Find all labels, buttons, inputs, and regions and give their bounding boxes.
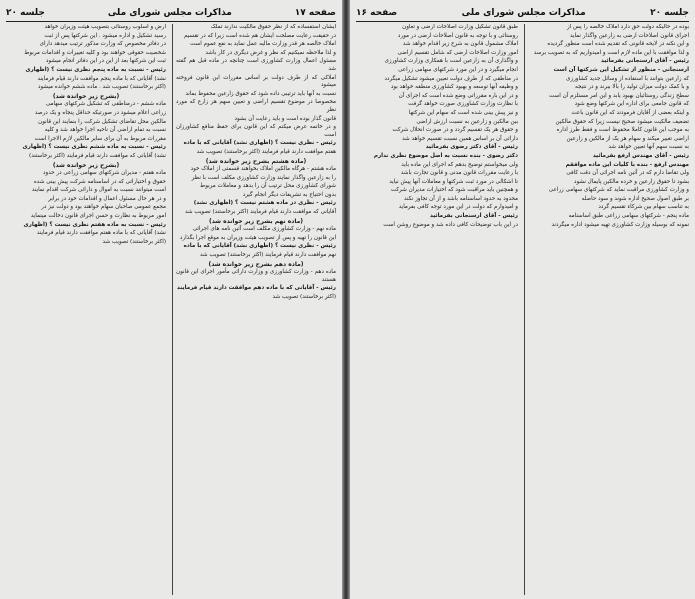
text-line: روستائی و با توجه به قانون اصلاحات ارضی در مورد	[397, 32, 518, 39]
speaker-line: رئیس - نسبت به ماده هفتم نظری نیست ؟ (اظهاری	[23, 221, 166, 228]
speaker-line: رئیس - آقای ارسنجانی بفرمائید	[600, 58, 689, 65]
text-line: شخصیت حقوقی خواهند بود و کلیه تغییرات و اقدامات مربوط	[24, 49, 166, 56]
text-line: و لذا موافقت با این ماده لازم است و امیدواریم که به تصویب برسد	[533, 49, 689, 56]
left-page	[0, 0, 342, 599]
text-line: ولی تقاضا دارم که در آئین نامه اجرائی آن دقت کافی	[566, 170, 689, 177]
text-line: بین مالکین و زارعین به نسبت ارزش اراضی	[416, 118, 518, 125]
column-divider	[172, 24, 173, 595]
section-heading: (ماده هشتم بشرح زیر خوانده شد)	[205, 157, 307, 165]
text-line: اراضی تغییر میکند و سهام هر یک از مالکین و زارعین	[566, 135, 689, 142]
text-line: ماده ششم - درمناطقی که تشکیل شرکتهای سهامی	[45, 101, 166, 108]
section-heading: (بشرح زیر خوانده شد)	[52, 161, 120, 169]
text-line: شورای کشاورزی محل ترتیب آن را بدهد و معاملات مربوط	[200, 183, 336, 190]
text-line: و حقوق هر یک تقسیم گردد و در صورت انحلال شرکت	[392, 127, 518, 134]
text-line: (اکثر برخاستند) تصویب شد	[102, 238, 166, 245]
speaker-line: ارسنجانی - منظور از تشکیل این شرکتها آن است	[553, 66, 689, 73]
page-number: صفحه ۱۶	[356, 8, 398, 18]
page-number: صفحه ۱۷	[294, 8, 336, 18]
journal-title: مذاکرات مجلس شورای ملی	[461, 8, 586, 18]
header-rule	[6, 21, 336, 22]
text-line: بدون احتیاج به تشریفات دیگر انجام گیرد	[242, 191, 336, 198]
session-number: جلسه ۲۰	[650, 8, 689, 18]
text-line: ماده هفتم - مدیران شرکتهای سهامی زراعی در حدود	[43, 170, 166, 177]
text-line: نسبت به تمام اراضی آن ناحیه اجرا خواهد شد و کلیه	[44, 127, 166, 134]
text-line: هفتم موافقت دارند قیام فرمایند (اکثر برخاستند) تصویب شد	[196, 148, 336, 155]
speaker-line: رئیس - آقایانی که با ماده دهم موافقت دارند قیام فرمایند	[177, 285, 336, 292]
journal-title: مذاکرات مجلس شورای ملی	[107, 8, 232, 18]
text-column-left	[356, 24, 518, 595]
text-line: سطح زندگی روستائیان بهبود یابد و این امر مستلزم آن است	[549, 92, 689, 99]
book-gutter	[342, 0, 350, 599]
page-header-left	[6, 6, 336, 20]
text-line: به نسبت سهم آنها تعیین خواهد شد	[608, 144, 689, 151]
text-line: و در هر حال مسئول اعمال و اقدامات خود در برابر	[48, 195, 166, 202]
text-line: در دفاتر مخصوص که وزارت مذکور ترتیب میدهد دارای	[39, 41, 166, 48]
text-line: بشود تا حقوق زارعین و خرده مالکین پایمال نشود	[573, 178, 689, 185]
text-line: بر طبق اصول صحیح اداره شوند و سود حاصله	[581, 195, 689, 202]
text-line: بوده در حالیکه دولت حق دارد املاک خالصه را پس از	[566, 24, 689, 30]
text-line: در مناطقی که از طرف دولت تعیین میشود تشکیل میگردد	[384, 75, 518, 82]
text-line: که زارعین بتوانند با استفاده از وسائل جدید کشاورزی	[565, 75, 689, 82]
text-line: ولی میخواستم توضیح بدهم که اجرای این ماده باید	[401, 161, 518, 168]
text-line: مالکین محل تقاضای تشکیل شرکت را بنمایند این قانون	[38, 118, 166, 125]
text-line: با رعایت مقررات قانون مدنی و قانون تجارت باشد	[400, 170, 518, 177]
text-line: املاک خالصه هر قدر وزارت مالیه عمل نماید به نفع عموم است	[190, 41, 336, 48]
text-line: نشد) آقایانی که با ماده هفتم موافقت دارند قیام فرمایند	[36, 230, 166, 237]
text-line: و با کمک دولت میزان تولید را بالا ببرند و در نتیجه	[575, 84, 689, 91]
text-line: محدود به حدود اساسنامه باشد و از آن تجاوز نکند	[404, 195, 518, 202]
text-column-right	[529, 24, 689, 595]
text-line: ثبت این شرکتها بعد از این در این دفاتر انجام میشود	[45, 58, 166, 65]
text-line: طبق قانون تشکیل وزارت اصلاحات ارضی و تعاون	[402, 24, 518, 30]
section-heading: (ماده دهم بشرح زیر خوانده شد)	[208, 260, 304, 268]
column-divider	[524, 24, 525, 595]
text-line: است میتوانند نسبت به اموال و دارائی شرکت اقدام نمایند	[31, 187, 166, 194]
speaker-line: رئیس - آقای ارسنجانی بفرمائید	[429, 213, 518, 220]
text-line: ماده پنجم - شرکتهای سهامی زراعی طبق اساسنامه	[568, 213, 689, 220]
text-line: و واگذاری آن به زارعین است با همکاری وزارت کشاورزی	[384, 58, 518, 65]
text-line: و امیدوارم که دولت در این مورد توجه کافی بفرماید	[398, 204, 518, 211]
text-line: و وزارت کشاورزی مراقبت نماید که شرکتهای سهامی زراعی	[548, 187, 689, 194]
text-line: این قانون را تهیه و پس از تصویب هیئت وزیران به موقع اجرا بگذارد	[179, 234, 336, 241]
text-line: نمونه که بوسیله وزارت کشاورزی تهیه میشود اداره میگردند	[551, 221, 689, 228]
text-line: حقوق و اختیاراتی که در اساسنامه شرکت پیش بینی شده	[33, 178, 166, 185]
text-line: و در خاتمه عرض میکنم که این قانون برای حفظ منافع کشاورزان است	[176, 124, 336, 138]
speaker-line: رئیس - نظری نیست ؟ (اظهاری نشد) آقایانی که با ماده	[183, 243, 336, 250]
text-line: ماده نهم - وزارت کشاورزی مکلف است آئین نامه های اجرائی	[192, 226, 336, 233]
text-line: مخصوصا در موضوع تقسیم اراضی و تعیین سهم هر زارع که مورد نظر	[176, 99, 336, 113]
text-line: در حقیقت رعایت مصلحت ایشان هم شده است زیرا که در تقسیم	[183, 32, 336, 39]
text-line: و در این باره مقرراتی وضع شده است که اجرای آن	[398, 92, 518, 99]
text-line: قانون گذار بوده است و باید رعایت آن بشود	[234, 115, 336, 122]
speaker-line: رئیس - نسبت به ماده پنجم نظری نیست ؟ (اظهاری	[25, 66, 166, 73]
text-line: و اینکه بعضی از آقایان فرمودند که این قانون باعث	[571, 109, 689, 116]
speaker-line: دکتر رضوی - بنده نسبت به اصل موضوع نظری ندارم	[373, 152, 518, 159]
text-line: نشد) آقایانی که موافقت دارند قیام فرمایند (اکثر برخاستند)	[29, 152, 166, 159]
text-line: (اکثر برخاستند) تصویب شد . ماده ششم خوانده میشود	[37, 84, 166, 91]
speaker-line: مهندس ارفع - بنده با کلیات این ماده موافقم	[565, 161, 689, 168]
text-line: امور وزارت اصلاحات ارضی که شامل تقسیم اراضی	[397, 49, 518, 56]
text-line: و وظیفه آنها توسعه و بهبود کشاورزی منطقه خواهد بود	[390, 84, 518, 91]
speaker-line: رئیس - نسبت به ماده ششم نظری نیست ؟ (اظهاری	[22, 144, 166, 151]
session-number: جلسه ۲۰	[6, 8, 45, 18]
text-line: دارائی آن بر اساس همین نسبت تقسیم خواهد شد	[402, 135, 518, 142]
text-line: نسبت به آنها باید ترتیبی داده شود که حقوق زارعین محفوظ بماند	[185, 90, 336, 97]
text-line: امور مربوط به نظارت و حسن اجرای قانون دخالت مینماید	[30, 213, 166, 220]
text-line: املاکی که از طرف دولت بر اساس مقررات این قانون فروخته میشود	[176, 74, 336, 89]
text-line: رسید تشکیل و اداره میشود . این شرکتها پس از ثبت	[44, 32, 166, 39]
speaker-line: رئیس - آقای مهندس ارفع بفرمائید	[592, 152, 689, 159]
speaker-line: رئیس - نظری در ماده هشتم نیست ؟ (اظهاری نشد)	[193, 200, 336, 207]
header-rule	[356, 21, 689, 22]
text-line: تا اشکالی در مورد ثبت شرکتها و معاملات آنها پیش نیاید	[389, 178, 518, 185]
text-line: ماده دهم - وزارت کشاورزی و وزارت دارائی مأمور اجرای این قانون هستند	[176, 269, 336, 283]
text-line: به تناسب سهام بین شرکاء تقسیم گردد	[598, 204, 689, 211]
speaker-line: رئیس - نظری نیست ؟ (اظهاری نشد) آقایانی که با ماده	[183, 140, 336, 147]
text-column-right	[176, 24, 336, 595]
text-line: ماده هشتم - هرگاه مالکین املاک بخواهند قسمتی از املاک خود	[190, 166, 336, 173]
right-page	[350, 0, 695, 599]
text-line: را به زارعین واگذار نمایند وزارت کشاورزی مکلف است با نظر	[191, 174, 336, 181]
text-line: که قانون جامعی برای اداره این شرکتها وضع شود	[574, 101, 689, 108]
text-line: تضعیف مالکیت میشود صحیح نیست زیرا که حقوق مالکین	[555, 118, 689, 125]
text-column-left	[6, 24, 166, 595]
text-line: اجرای قانون اصلاحات ارضی به زارعین واگذار نماید	[569, 32, 689, 39]
text-line: و لذا ملاحظه نمیکنیم که نظر و غرض دیگری در کار باشد	[205, 49, 336, 56]
text-line: مقررات مربوط به آن برای سایر مالکین لازم الاجرا است	[34, 135, 166, 142]
text-line: در این باب توضیحات کافی داده شد و موضوع روشن است	[383, 221, 518, 228]
text-line: مسئول اعمال وزارت کشاورزی است چنانچه در ماده قبل هم گفته شد	[176, 58, 336, 72]
page-header-right	[356, 6, 689, 20]
text-line: زراعی اعلام میشود در صورتیکه حداقل پنجاه و یک درصد	[34, 109, 166, 116]
text-line: مجمع عمومی صاحبان سهام خواهند بود و دولت نیز در	[41, 204, 166, 211]
section-heading: (بشرح زیر خوانده شد)	[52, 92, 120, 100]
text-line: املاک مشمول قانون به شرح زیر اقدام خواهد شد	[402, 41, 518, 48]
text-line: (اکثر برخاستند) تصویب شد	[272, 294, 336, 300]
text-line: با نظارت وزارت کشاورزی صورت خواهد گرفت	[408, 101, 518, 108]
text-line: ایشان استفساده که از نظر حقوق مالکیت ندارند تملک	[210, 24, 336, 30]
section-heading: (ماده نهم بشرح زیر خوانده شد)	[208, 217, 304, 225]
text-line: انجام میگیرد و در این مورد شرکتهای سهامی زراعی	[398, 66, 518, 73]
text-line: نشد) آقایانی که با ماده پنجم موافقت دارند قیام فرمایند	[37, 75, 166, 82]
text-line: نهم موافقت دارند قیام فرمایند (اکثر برخاستند) تصویب شد	[199, 252, 336, 259]
text-line: و این نکته در لایحه قانونی که تقدیم شده است منظور گردیده	[547, 41, 689, 48]
text-line: ارض و اسلوب روستائی بتصویب هیئت وزیران خواهد	[44, 24, 166, 30]
speaker-line: رئیس - آقای دکتر رضوی بفرمائید	[425, 144, 518, 151]
text-line: به موجب این قانون کاملا محفوظ است و فقط طرز اداره	[556, 127, 689, 134]
text-line: و نیز پیش بینی شده است که سهام این شرکتها	[408, 109, 518, 116]
text-line: و همچنین باید مراقبت شود که اختیارات مدیران شرکت	[390, 187, 518, 194]
text-line: آقایانی که موافقت دارند قیام فرمایند (اکثر برخاستند) تصویب شد	[184, 209, 336, 216]
